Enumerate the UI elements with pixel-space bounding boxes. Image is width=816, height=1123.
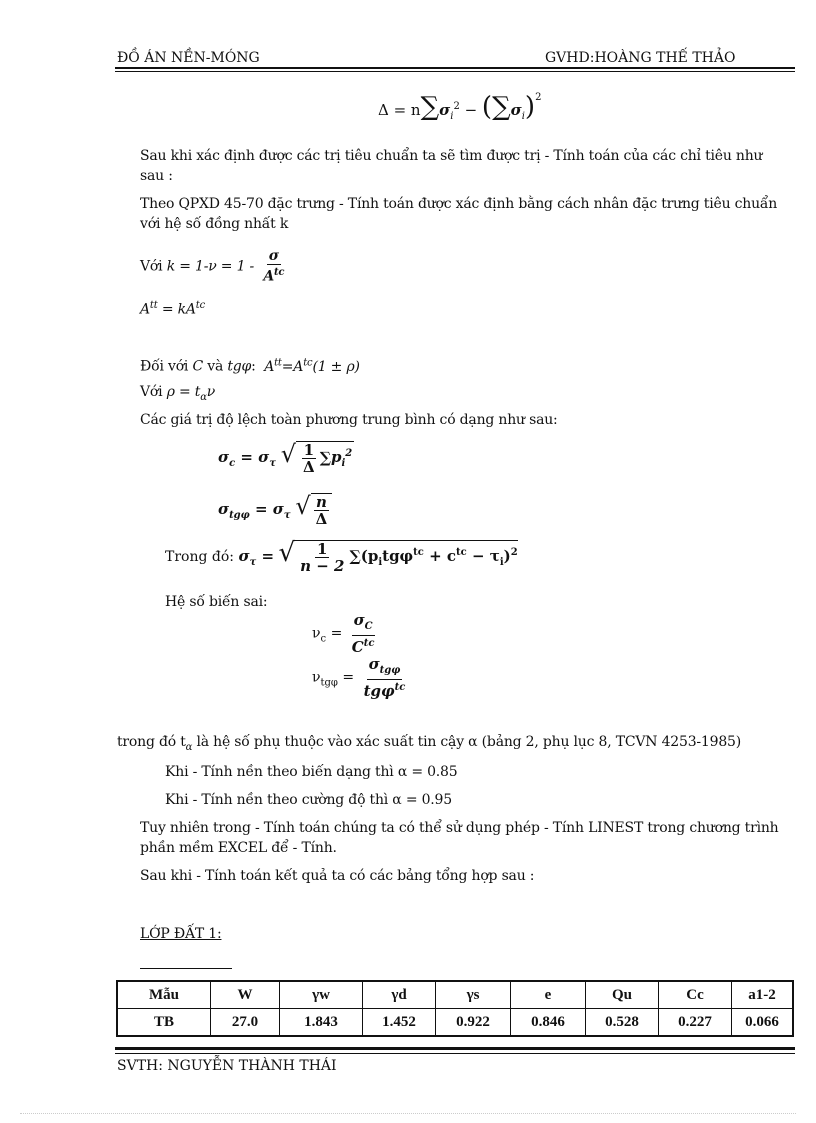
- table-cell: TB: [117, 1009, 211, 1037]
- formula-nu-tg: $\nu_{tg\varphi}$ = $\frac{\sigma_{tg\varphi}}{tg\varphi^{tc}}$: [312, 655, 406, 700]
- table-header: a1-2: [732, 981, 794, 1009]
- paragraph-intro: Sau khi xác định được các trị tiêu chuẩn ta sẽ tìm được trị - Tính toán của các chỉ tiêu như sau :: [140, 148, 763, 184]
- section-title: LỚP ĐẤT 1:: [140, 926, 222, 942]
- formula-c-tg: Đối với C và tgφ: $A^{tt}=A^{tc}(1 \pm \rho)$: [140, 357, 360, 375]
- table-header: γs: [436, 981, 511, 1009]
- table-cell: 0.922: [436, 1009, 511, 1037]
- table-row: [117, 1009, 793, 1037]
- table-header: Qu: [586, 981, 659, 1009]
- header-right: GVHD:HOÀNG THẾ THẢO: [545, 50, 736, 66]
- footer-text: SVTH: NGUYỄN THÀNH THÁI: [117, 1058, 337, 1074]
- table-cell: 0.227: [659, 1009, 732, 1037]
- formula-nu-c: $\nu_c$ = $\frac{\sigma_C}{C^{tc}}$: [312, 611, 375, 656]
- formula-k: Với k = 1-ν = 1 - $\frac{\sigma}{A^{tc}}$: [140, 248, 285, 285]
- table-header: γw: [280, 981, 363, 1009]
- soil-table: [116, 980, 794, 1037]
- table-header: e: [511, 981, 586, 1009]
- footer-rule-thin: [115, 1053, 795, 1054]
- table-header: γd: [363, 981, 436, 1009]
- table-header: Mẫu: [117, 981, 211, 1009]
- formula-sigma-c: $\sigma_c = \sigma_\tau$ √ $\frac{1}{\Delta}$ $\sum p_i^2$: [218, 440, 353, 476]
- delta-formula: $\Delta = n\sum\sigma_i^2 - (\sum\sigma_i)^2$: [378, 92, 542, 122]
- table-header: W: [211, 981, 280, 1009]
- table-cell: 1.452: [363, 1009, 436, 1037]
- formula-rho: Với $\rho = t_\alpha\nu$: [140, 384, 216, 403]
- table-cell: 27.0: [211, 1009, 280, 1037]
- page-edge-dots: [20, 1113, 796, 1114]
- formula-sigma-tau: Trong đó: $\sigma_\tau$ = √ $\frac{1}{n - 2}$ $\sum(p_itg\varphi^{tc} + c^{tc} - \tau_i)^2$: [165, 538, 518, 575]
- formula-att: $A^{tt} = kA^{tc}$: [140, 300, 206, 318]
- header-rule: [115, 67, 795, 69]
- paragraph-alpha-095: Khi - Tính nền theo cường độ thì α = 0.95: [165, 792, 452, 808]
- label-coefficient: Hệ số biến sai:: [165, 594, 268, 610]
- paragraph-deviation: Các giá trị độ lệch toàn phương trung bình có dạng như sau:: [140, 412, 558, 428]
- paragraph-qpxd: Theo QPXD 45-70 đặc trưng - Tính toán được xác định bằng cách nhân đặc trưng tiêu chuẩn với hệ số đồng nhất k: [140, 196, 778, 232]
- paragraph-summary: Sau khi - Tính toán kết quả ta có các bảng tổng hợp sau :: [140, 868, 535, 884]
- table-cell: 0.528: [586, 1009, 659, 1037]
- footer-rule: [115, 1047, 795, 1050]
- formula-sigma-tg: $\sigma_{tg\varphi} = \sigma_\tau$ √ $\frac{n}{\Delta}$: [218, 492, 332, 527]
- table-header: Cc: [659, 981, 732, 1009]
- section-underline: [140, 968, 232, 969]
- table-header-row: [117, 981, 793, 1009]
- paragraph-t-alpha: trong đó $t_\alpha$ là hệ số phụ thuộc vào xác suất tin cậy α (bảng 2, phụ lục 8, TCVN 4253-1985): [117, 734, 742, 753]
- paragraph-linest: Tuy nhiên trong - Tính toán chúng ta có thể sử dụng phép - Tính LINEST trong chương trình phần mềm EXCEL để - Tính.: [140, 820, 779, 856]
- table-cell: 0.846: [511, 1009, 586, 1037]
- table-cell: 1.843: [280, 1009, 363, 1037]
- header-rule-thin: [115, 71, 795, 72]
- table-cell: 0.066: [732, 1009, 794, 1037]
- header-left: ĐỒ ÁN NỀN-MÓNG: [117, 50, 260, 66]
- paragraph-alpha-085: Khi - Tính nền theo biến dạng thì α = 0.85: [165, 764, 458, 780]
